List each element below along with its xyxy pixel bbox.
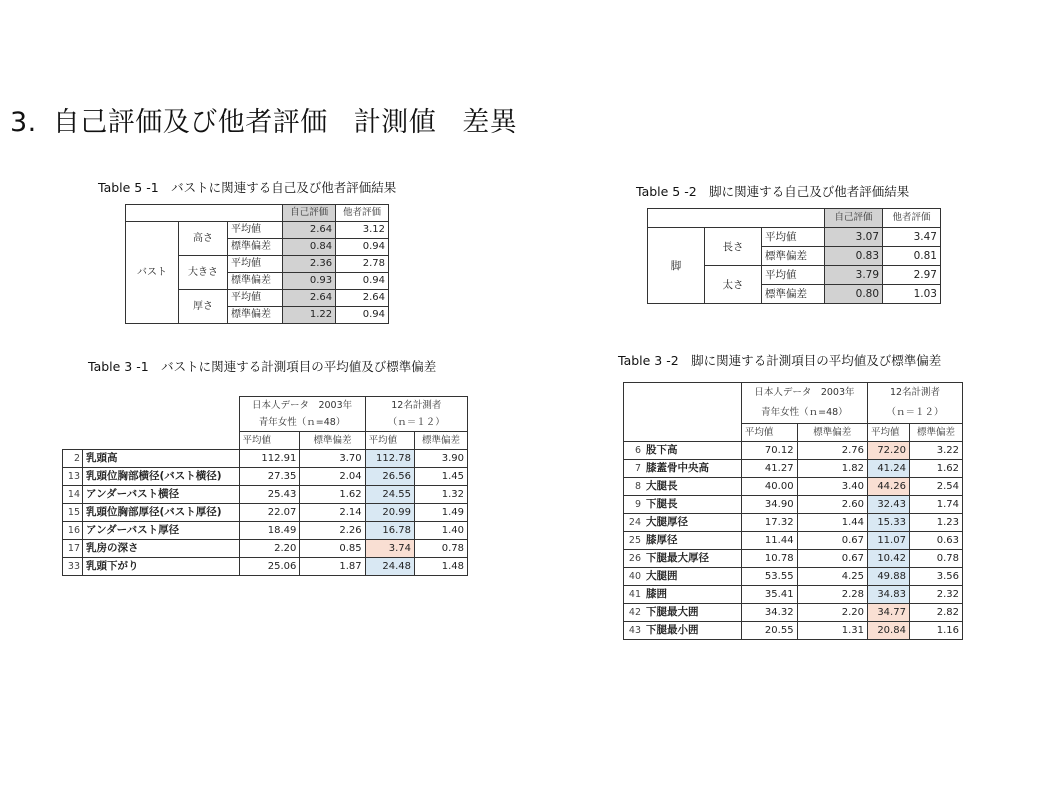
cell-value: 1.74 xyxy=(909,496,962,514)
table-row xyxy=(624,586,963,604)
row-number: 41 xyxy=(624,586,644,604)
table-3-2-caption: Table 3 -2 脚に関連する計測項目の平均値及び標準偏差 xyxy=(618,353,942,368)
cell-value: 112.78 xyxy=(365,450,414,468)
row-label: 大腿厚径 xyxy=(643,514,741,532)
row-number: 9 xyxy=(624,496,644,514)
row-number: 8 xyxy=(624,478,644,496)
col-header-mean: 平均値 xyxy=(868,424,910,442)
cell-value: 2.20 xyxy=(797,604,867,622)
cell-value: 1.62 xyxy=(300,486,365,504)
cell-value: 72.20 xyxy=(868,442,910,460)
row-label: 下腿最大厚径 xyxy=(643,550,741,568)
cell-value: 0.84 xyxy=(283,239,336,256)
cell-value: 1.31 xyxy=(797,622,867,640)
col-group-subheader-japan: 青年女性（ｎ=48） xyxy=(741,403,867,424)
cell-value: 2.97 xyxy=(883,266,941,285)
mean-label: 平均値 xyxy=(762,266,825,285)
table-header-blank xyxy=(126,205,283,222)
table-row xyxy=(624,496,963,514)
row-label: 膝厚径 xyxy=(643,532,741,550)
cell-value: 2.26 xyxy=(300,522,365,540)
cell-value: 1.03 xyxy=(883,285,941,304)
cell-value: 34.32 xyxy=(741,604,797,622)
cell-value: 22.07 xyxy=(239,504,300,522)
table-row xyxy=(624,478,963,496)
row-label: 下腿最小囲 xyxy=(643,622,741,640)
cell-value: 1.16 xyxy=(909,622,962,640)
table-5-2-caption: Table 5 -2 脚に関連する自己及び他者評価結果 xyxy=(636,184,910,199)
row-label: 乳頭高 xyxy=(83,450,240,468)
row-number: 2 xyxy=(63,450,83,468)
col-group-header-12: 12名計測者 xyxy=(365,397,467,415)
group-label: 脚 xyxy=(648,228,705,304)
cell-value: 0.63 xyxy=(909,532,962,550)
table-row xyxy=(63,450,468,468)
cell-value: 34.83 xyxy=(868,586,910,604)
col-header-self: 自己評価 xyxy=(825,209,883,228)
table-row xyxy=(624,604,963,622)
cell-value: 0.67 xyxy=(797,550,867,568)
cell-value: 2.64 xyxy=(283,290,336,307)
cell-value: 20.55 xyxy=(741,622,797,640)
table-5-1-caption: Table 5 -1 バストに関連する自己及び他者評価結果 xyxy=(98,180,397,195)
table-5-1 xyxy=(125,204,389,324)
row-number: 33 xyxy=(63,558,83,576)
row-label: 乳頭位胸部厚径(バスト厚径) xyxy=(83,504,240,522)
cell-value: 49.88 xyxy=(868,568,910,586)
cell-value: 35.41 xyxy=(741,586,797,604)
cell-value: 44.26 xyxy=(868,478,910,496)
cell-value: 53.55 xyxy=(741,568,797,586)
row-number: 14 xyxy=(63,486,83,504)
cell-value: 2.64 xyxy=(283,222,336,239)
col-header-mean: 平均値 xyxy=(741,424,797,442)
col-group-subheader-japan: 青年女性（ｎ=48） xyxy=(239,414,365,432)
sd-label: 標準偏差 xyxy=(762,247,825,266)
row-number: 42 xyxy=(624,604,644,622)
mean-label: 平均値 xyxy=(228,290,283,307)
cell-value: 40.00 xyxy=(741,478,797,496)
row-number: 6 xyxy=(624,442,644,460)
category-label: 厚さ xyxy=(179,290,228,324)
cell-value: 4.25 xyxy=(797,568,867,586)
cell-value: 3.90 xyxy=(415,450,468,468)
group-label: バスト xyxy=(126,222,179,324)
cell-value: 3.07 xyxy=(825,228,883,247)
category-label: 太さ xyxy=(705,266,762,304)
cell-value: 0.94 xyxy=(336,307,389,324)
cell-value: 27.35 xyxy=(239,468,300,486)
row-number: 26 xyxy=(624,550,644,568)
row-label: 乳房の深さ xyxy=(83,540,240,558)
cell-value: 3.22 xyxy=(909,442,962,460)
row-number: 16 xyxy=(63,522,83,540)
category-label: 長さ xyxy=(705,228,762,266)
row-label: 膝囲 xyxy=(643,586,741,604)
mean-label: 平均値 xyxy=(228,256,283,273)
cell-value: 1.48 xyxy=(415,558,468,576)
col-group-subheader-12: （ｎ＝１２） xyxy=(868,403,963,424)
table-row xyxy=(63,504,468,522)
cell-value: 3.56 xyxy=(909,568,962,586)
cell-value: 1.62 xyxy=(909,460,962,478)
cell-value: 16.78 xyxy=(365,522,414,540)
row-label: 下腿最大囲 xyxy=(643,604,741,622)
col-header-other: 他者評価 xyxy=(336,205,389,222)
cell-value: 112.91 xyxy=(239,450,300,468)
cell-value: 2.20 xyxy=(239,540,300,558)
cell-value: 2.64 xyxy=(336,290,389,307)
cell-value: 2.14 xyxy=(300,504,365,522)
cell-value: 2.32 xyxy=(909,586,962,604)
cell-value: 24.48 xyxy=(365,558,414,576)
cell-value: 32.43 xyxy=(868,496,910,514)
row-number: 7 xyxy=(624,460,644,478)
cell-value: 41.27 xyxy=(741,460,797,478)
cell-value: 3.47 xyxy=(883,228,941,247)
cell-value: 1.44 xyxy=(797,514,867,532)
col-header-sd: 標準偏差 xyxy=(415,432,468,450)
cell-value: 1.49 xyxy=(415,504,468,522)
table-3-1 xyxy=(62,396,468,576)
row-label: 大腿長 xyxy=(643,478,741,496)
row-label: アンダーバスト厚径 xyxy=(83,522,240,540)
cell-value: 34.90 xyxy=(741,496,797,514)
col-group-header-japan: 日本人データ 2003年 xyxy=(741,383,867,404)
cell-value: 2.78 xyxy=(336,256,389,273)
cell-value: 2.60 xyxy=(797,496,867,514)
row-number: 15 xyxy=(63,504,83,522)
cell-value: 1.82 xyxy=(797,460,867,478)
row-label: 乳頭位胸部横径(バスト横径) xyxy=(83,468,240,486)
row-number: 24 xyxy=(624,514,644,532)
table-row xyxy=(63,522,468,540)
cell-value: 0.83 xyxy=(825,247,883,266)
col-header-sd: 標準偏差 xyxy=(300,432,365,450)
table-row xyxy=(624,514,963,532)
cell-value: 0.94 xyxy=(336,273,389,290)
col-group-subheader-12: （ｎ＝１２） xyxy=(365,414,467,432)
section-number: 3. xyxy=(10,107,37,138)
sd-label: 標準偏差 xyxy=(762,285,825,304)
cell-value: 0.85 xyxy=(300,540,365,558)
cell-value: 25.06 xyxy=(239,558,300,576)
row-label: 股下高 xyxy=(643,442,741,460)
cell-value: 11.07 xyxy=(868,532,910,550)
cell-value: 0.80 xyxy=(825,285,883,304)
cell-value: 2.36 xyxy=(283,256,336,273)
cell-value: 25.43 xyxy=(239,486,300,504)
table-3-1-caption: Table 3 -1 バストに関連する計測項目の平均値及び標準偏差 xyxy=(88,359,437,374)
row-label: アンダーバスト横径 xyxy=(83,486,240,504)
table-row xyxy=(63,486,468,504)
cell-value: 1.23 xyxy=(909,514,962,532)
cell-value: 20.84 xyxy=(868,622,910,640)
category-label: 高さ xyxy=(179,222,228,256)
section-title-part2: 計測値 xyxy=(353,107,437,138)
section-title-part3: 差異 xyxy=(462,107,518,138)
sd-label: 標準偏差 xyxy=(228,273,283,290)
col-header-sd: 標準偏差 xyxy=(797,424,867,442)
mean-label: 平均値 xyxy=(228,222,283,239)
table-row xyxy=(63,558,468,576)
cell-value: 24.55 xyxy=(365,486,414,504)
row-label: 乳頭下がり xyxy=(83,558,240,576)
row-number: 17 xyxy=(63,540,83,558)
cell-value: 70.12 xyxy=(741,442,797,460)
col-group-header-japan: 日本人データ 2003年 xyxy=(239,397,365,415)
table-header-blank xyxy=(624,383,742,442)
cell-value: 26.56 xyxy=(365,468,414,486)
cell-value: 18.49 xyxy=(239,522,300,540)
cell-value: 1.87 xyxy=(300,558,365,576)
cell-value: 0.93 xyxy=(283,273,336,290)
row-label: 膝蓋骨中央高 xyxy=(643,460,741,478)
table-row xyxy=(624,622,963,640)
cell-value: 0.67 xyxy=(797,532,867,550)
cell-value: 1.40 xyxy=(415,522,468,540)
col-header-sd: 標準偏差 xyxy=(909,424,962,442)
cell-value: 11.44 xyxy=(741,532,797,550)
table-3-2 xyxy=(623,382,963,640)
row-number: 25 xyxy=(624,532,644,550)
table-5-2 xyxy=(647,208,941,304)
table-row xyxy=(63,468,468,486)
cell-value: 2.76 xyxy=(797,442,867,460)
col-group-header-12: 12名計測者 xyxy=(868,383,963,404)
cell-value: 15.33 xyxy=(868,514,910,532)
table-row xyxy=(624,550,963,568)
cell-value: 1.22 xyxy=(283,307,336,324)
cell-value: 10.78 xyxy=(741,550,797,568)
cell-value: 0.78 xyxy=(415,540,468,558)
cell-value: 3.40 xyxy=(797,478,867,496)
row-number: 43 xyxy=(624,622,644,640)
table-header-blank xyxy=(648,209,825,228)
table-row xyxy=(624,532,963,550)
cell-value: 3.79 xyxy=(825,266,883,285)
col-header-other: 他者評価 xyxy=(883,209,941,228)
table-row xyxy=(624,442,963,460)
cell-value: 2.54 xyxy=(909,478,962,496)
row-label: 大腿囲 xyxy=(643,568,741,586)
cell-value: 2.04 xyxy=(300,468,365,486)
table-row xyxy=(624,460,963,478)
row-label: 下腿長 xyxy=(643,496,741,514)
cell-value: 0.94 xyxy=(336,239,389,256)
sd-label: 標準偏差 xyxy=(228,307,283,324)
row-number: 40 xyxy=(624,568,644,586)
cell-value: 1.32 xyxy=(415,486,468,504)
cell-value: 17.32 xyxy=(741,514,797,532)
cell-value: 3.70 xyxy=(300,450,365,468)
cell-value: 1.45 xyxy=(415,468,468,486)
section-heading xyxy=(10,100,517,139)
cell-value: 0.81 xyxy=(883,247,941,266)
cell-value: 34.77 xyxy=(868,604,910,622)
col-header-mean: 平均値 xyxy=(365,432,414,450)
table-row xyxy=(624,568,963,586)
category-label: 大きさ xyxy=(179,256,228,290)
col-header-mean: 平均値 xyxy=(239,432,300,450)
col-header-self: 自己評価 xyxy=(283,205,336,222)
cell-value: 20.99 xyxy=(365,504,414,522)
cell-value: 2.28 xyxy=(797,586,867,604)
cell-value: 10.42 xyxy=(868,550,910,568)
mean-label: 平均値 xyxy=(762,228,825,247)
section-title-part1: 自己評価及び他者評価 xyxy=(52,107,328,138)
cell-value: 0.78 xyxy=(909,550,962,568)
cell-value: 2.82 xyxy=(909,604,962,622)
cell-value: 41.24 xyxy=(868,460,910,478)
table-row xyxy=(63,540,468,558)
row-number: 13 xyxy=(63,468,83,486)
cell-value: 3.74 xyxy=(365,540,414,558)
sd-label: 標準偏差 xyxy=(228,239,283,256)
cell-value: 3.12 xyxy=(336,222,389,239)
